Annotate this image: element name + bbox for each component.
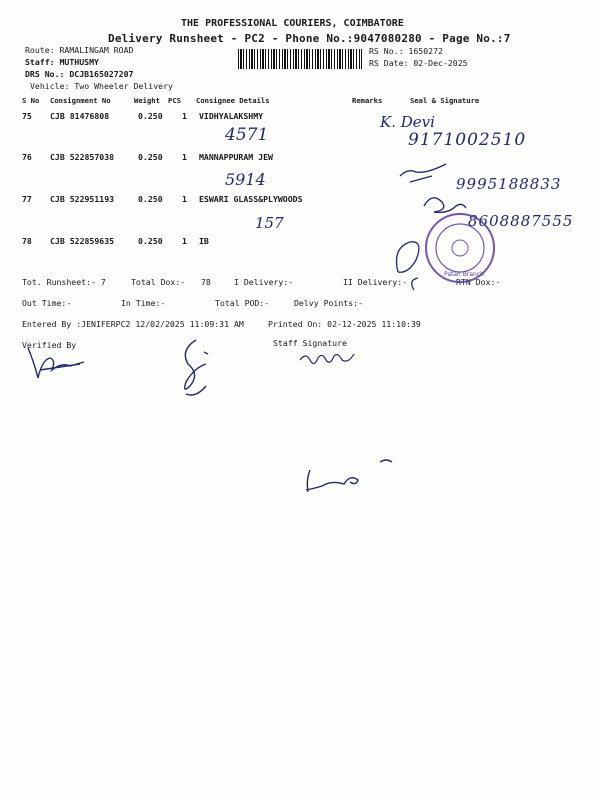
staff-label: Staff: MUTHUSMY — [25, 57, 99, 67]
row-consignee: MANNAPPURAM JEW — [199, 152, 273, 162]
row-consignment: CJB 522859635 — [50, 236, 115, 246]
row-pcs: 1 — [182, 152, 187, 162]
col-header-remarks: Remarks — [352, 96, 383, 105]
col-header-consignment: Consignment No — [50, 96, 111, 105]
handwritten-phone: 8608887555 — [468, 212, 574, 230]
route-label: Route: RAMALINGAM ROAD — [25, 45, 134, 55]
handwritten-phone: 9171002510 — [408, 130, 527, 150]
row-sno: 77 — [22, 194, 32, 204]
delvy-points: Delvy Points:- — [294, 298, 364, 308]
verified-by-label: Verified By — [22, 340, 77, 350]
row-consignee: VIDHYALAKSHMY — [199, 111, 264, 121]
entered-by: Entered By :JENIFERPC2 12/02/2025 11:09:31 AM — [22, 319, 244, 329]
handwritten-signature: K. Devi — [380, 113, 435, 131]
drs-number: DRS No.: DCJB165027207 — [25, 69, 134, 79]
signature-stroke — [424, 198, 466, 213]
tot-runsheet: Tot. Runsheet:- 7 — [22, 277, 106, 287]
handwritten-phone: 9995188833 — [456, 175, 562, 193]
handwritten-note: 157 — [255, 214, 284, 232]
row-consignee: IB — [199, 236, 209, 246]
signature-loop — [397, 242, 419, 290]
i-delivery: I Delivery:- — [234, 277, 294, 287]
printed-on: Printed On: 02-12-2025 11:10:39 — [268, 319, 421, 329]
row-weight: 0.250 — [138, 111, 163, 121]
col-header-sno: S No — [22, 96, 40, 105]
col-header-weight: Weight — [134, 96, 160, 105]
row-sno: 78 — [22, 236, 32, 246]
row-consignee: ESWARI GLASS&PLYWOODS — [199, 194, 303, 204]
col-header-pcs: PCS — [168, 96, 181, 105]
runsheet-title: Delivery Runsheet - PC2 - Phone No.:9047080280 - Page No.:7 — [108, 32, 511, 45]
out-time: Out Time:- — [22, 298, 72, 308]
rs-date: RS Date: 02-Dec-2025 — [369, 58, 468, 68]
row-consignment: CJB 522857038 — [50, 152, 115, 162]
in-time: In Time:- — [121, 298, 166, 308]
ii-delivery: II Delivery:- — [343, 277, 408, 287]
col-header-consignee: Consignee Details — [196, 96, 270, 105]
rs-number: RS No.: 1650272 — [369, 46, 443, 56]
row-weight: 0.250 — [138, 236, 163, 246]
verified-signature — [28, 348, 84, 378]
row-pcs: 1 — [182, 194, 187, 204]
staff-signature-label: Staff Signature — [273, 338, 347, 348]
row-consignment: CJB 81476808 — [50, 111, 110, 121]
lower-scribble — [306, 460, 392, 492]
vehicle-label: Vehicle: Two Wheeler Delivery — [30, 81, 173, 91]
handwritten-note: 4571 — [225, 125, 269, 145]
row-sno: 76 — [22, 152, 32, 162]
row-pcs: 1 — [182, 111, 187, 121]
total-pod: Total POD:- — [215, 298, 270, 308]
row-pcs: 1 — [182, 236, 187, 246]
row-weight: 0.250 — [138, 152, 163, 162]
middle-signature — [185, 340, 208, 395]
tick-mark — [400, 164, 446, 182]
row-weight: 0.250 — [138, 194, 163, 204]
rtn-dox: RTN Dox:- — [456, 277, 501, 287]
handwritten-note: 5914 — [225, 170, 266, 189]
total-dox-label: Total Dox:- — [131, 277, 186, 287]
stamp-text: Patan Branch — [444, 271, 484, 278]
row-sno: 75 — [22, 111, 32, 121]
total-dox-value: 78 — [201, 277, 211, 287]
col-header-seal-signature: Seal & Signature — [410, 96, 480, 105]
staff-signature-scribble — [300, 354, 354, 364]
row-consignment: CJB 522951193 — [50, 194, 115, 204]
company-title: THE PROFESSIONAL COURIERS, COIMBATORE — [181, 18, 404, 29]
